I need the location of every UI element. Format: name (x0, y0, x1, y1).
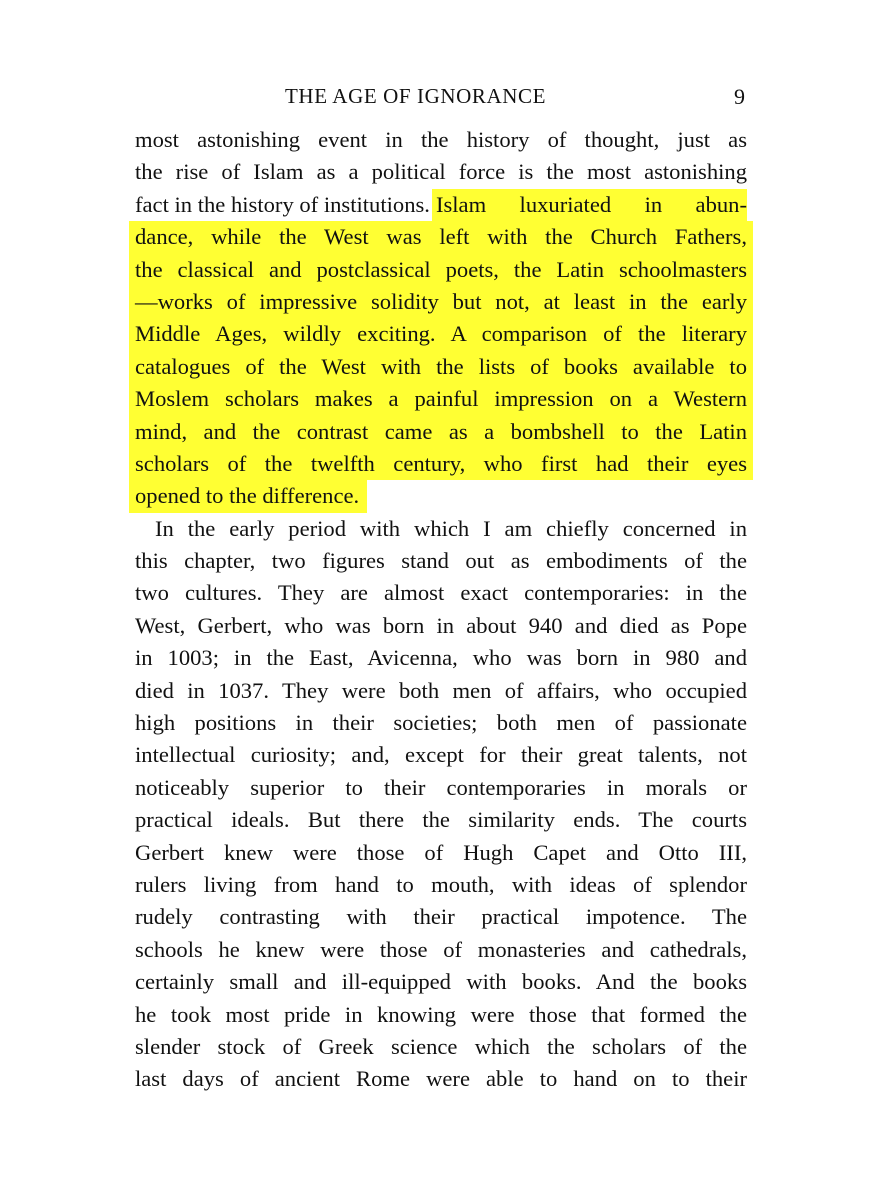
text-line: schools he knew were those of monasteries and cathedrals, (135, 936, 747, 962)
text-line: intellectual curiosity; and, except for their great talents, not (135, 742, 747, 768)
highlighted-line: scholars of the twelfth century, who first had their eyes (129, 448, 753, 480)
highlighted-line: Moslem scholars makes a painful impression on a Western (129, 383, 753, 415)
highlighted-line: —works of impressive solidity but not, at least in the early (129, 286, 753, 318)
text-line: last days of ancient Rome were able to hand on to their (135, 1066, 747, 1092)
text-line: West, Gerbert, who was born in about 940 and died as Pope (135, 612, 747, 638)
highlighted-line: catalogues of the West with the lists of books available to (129, 351, 753, 383)
text-line: this chapter, two figures stand out as embodiments of the (135, 548, 747, 574)
text-line (135, 480, 747, 512)
text-line: rulers living from hand to mouth, with ideas of splendor (135, 871, 747, 897)
highlighted-line: dance, while the West was left with the Church Fathers, (129, 221, 753, 253)
highlighted-line: the classical and postclassical poets, the Latin schoolmasters (129, 254, 753, 286)
text-segment: fact in the history of institutions. (135, 191, 430, 217)
page-number: 9 (734, 84, 745, 109)
text-line: two cultures. They are almost exact contemporaries: in the (135, 580, 747, 606)
text-line: slender stock of Greek science which the scholars of the (135, 1033, 747, 1059)
running-title: THE AGE OF IGNORANCE (285, 84, 547, 108)
highlighted-line: mind, and the contrast came as a bombshell to the Latin (129, 416, 753, 448)
highlighted-segment: Islam luxuriated in abun- (432, 189, 747, 221)
text-line: certainly small and ill-equipped with books. And the books (135, 969, 747, 995)
text-line: most astonishing event in the history of thought, just as (135, 127, 747, 152)
text-line: died in 1037. They were both men of affairs, who occupied (135, 677, 747, 703)
highlighted-segment: opened to the difference. (129, 480, 367, 512)
text-line: high positions in their societies; both men of passionate (135, 710, 747, 736)
paragraph-start-line: In the early period with which I am chiefly concerned in (155, 515, 747, 541)
text-line: Gerbert knew were those of Hugh Capet and Otto III, (135, 839, 747, 865)
text-line: in 1003; in the East, Avicenna, who was born in 980 and (135, 645, 747, 671)
body-text (135, 124, 747, 1096)
text-line: practical ideals. But there the similarity ends. The courts (135, 807, 747, 833)
text-line: noticeably superior to their contemporaries in morals or (135, 774, 747, 800)
text-line: the rise of Islam as a political force is the most astonishing (135, 159, 747, 185)
text-line: he took most pride in knowing were those that formed the (135, 1001, 747, 1027)
text-line: rudely contrasting with their practical impotence. The (135, 904, 747, 930)
text-line (135, 189, 747, 221)
highlighted-line: Middle Ages, wildly exciting. A comparison of the literary (129, 318, 753, 350)
page-header (135, 84, 745, 120)
